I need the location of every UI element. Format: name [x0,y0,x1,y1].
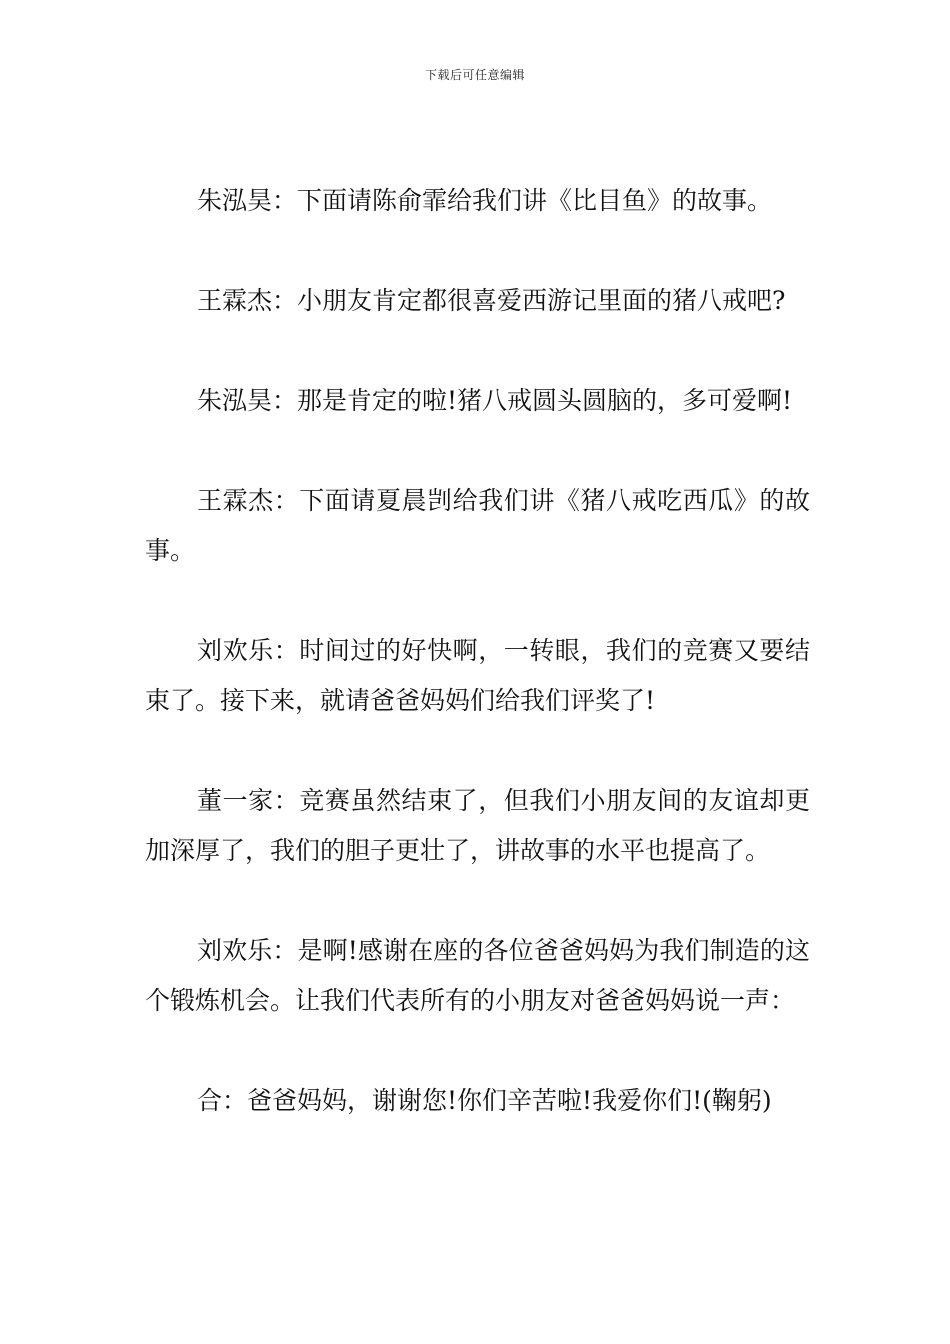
dialogue-paragraph: 朱泓昊：那是肯定的啦!猪八戒圆头圆脑的，多可爱啊! [197,386,793,415]
paragraph-spacer [145,576,810,626]
page-header: 下载后可任意编辑 [424,68,525,82]
dialogue-paragraph: 朱泓昊：下面请陈俞霏给我们讲《比目鱼》的故事。 [197,186,773,215]
paragraph-spacer [145,876,810,926]
dialogue-paragraph: 王霖杰：下面请夏晨剀给我们讲《猪八戒吃西瓜》的故事。 [145,486,810,565]
dialogue-paragraph: 合：爸爸妈妈，谢谢您!你们辛苦啦!我爱你们!(鞠躬) [197,1086,772,1115]
dialogue-paragraph: 董一家：竞赛虽然结束了，但我们小朋友间的友谊却更加深厚了，我们的胆子更壮了，讲故事的水平也提高了。 [145,786,810,865]
document-body [145,176,810,1126]
paragraph-spacer [145,326,810,376]
paragraph-spacer [145,1026,810,1076]
dialogue-paragraph: 王霖杰：小朋友肯定都很喜爱西游记里面的猪八戒吧? [197,286,786,315]
paragraph-spacer [145,226,810,276]
paragraph-spacer [145,726,810,776]
dialogue-paragraph: 刘欢乐：时间过的好快啊，一转眼，我们的竞赛又要结束了。接下来，就请爸爸妈妈们给我们评奖了! [145,636,810,715]
paragraph-spacer [145,426,810,476]
dialogue-paragraph: 刘欢乐：是啊!感谢在座的各位爸爸妈妈为我们制造的这个锻炼机会。让我们代表所有的小朋友对爸爸妈妈说一声： [145,936,810,1015]
